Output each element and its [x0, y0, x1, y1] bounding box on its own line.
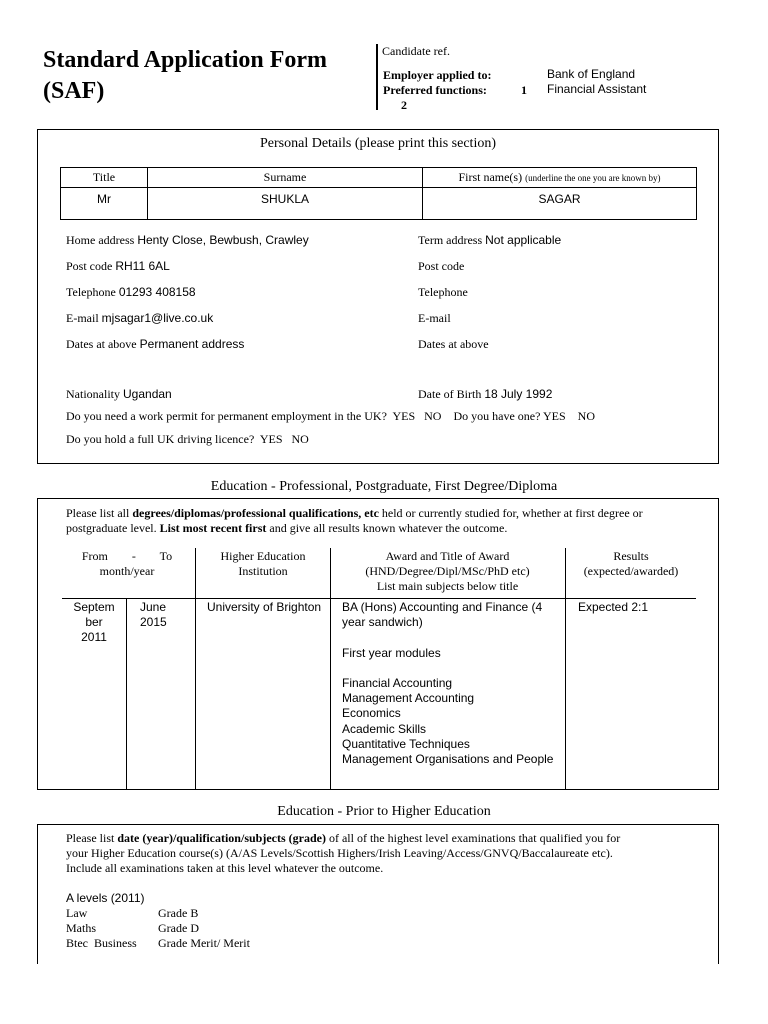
subject-name: Btec Business: [66, 936, 137, 950]
education-column-line-2: [330, 548, 331, 790]
telephone-value: 01293 408158: [118, 285, 196, 299]
intro-text-1: Please list all: [66, 506, 133, 520]
subject-row: [66, 921, 250, 936]
alevel-subjects: [66, 906, 250, 951]
subject-row: [66, 936, 250, 951]
work-permit-question: Do you need a work permit for permanent employment in the UK? YES NO Do you have one? YES NO: [66, 409, 595, 423]
subject-grade: Grade Merit/ Merit: [158, 936, 250, 950]
term-email-label: E-mail: [418, 311, 451, 325]
module-item: Economics: [342, 706, 401, 721]
term-address-label: Term address: [418, 233, 483, 247]
module-item: Management Accounting: [342, 691, 475, 706]
telephone-field: [66, 285, 196, 300]
to-date-line1: June: [140, 600, 167, 614]
nationality-label: Nationality: [66, 387, 120, 401]
nationality-field: [66, 387, 172, 402]
education-column-line-1: [195, 548, 196, 790]
postcode-label: Post code: [66, 259, 113, 273]
prior-intro-text-1: Please list: [66, 831, 118, 845]
award-line2: year sandwich): [342, 615, 423, 629]
postcode-field: [66, 259, 170, 274]
education-higher-intro: [66, 506, 706, 536]
from-date-line2: ber: [85, 615, 103, 629]
employer-label: Employer applied to:: [383, 68, 492, 82]
dates-label: Dates at above: [66, 337, 137, 351]
name-table: [60, 167, 697, 220]
education-table-divider: [62, 598, 696, 599]
institution-header-line2: Institution: [238, 564, 288, 578]
dates-value: Permanent address: [139, 337, 245, 351]
modules-heading: First year modules: [342, 646, 441, 660]
subject-name: Law: [66, 906, 88, 920]
dob-value: 18 July 1992: [484, 387, 553, 401]
results-header-line1: Results: [613, 549, 649, 563]
form-title: Standard Application Form: [43, 47, 328, 73]
surname-value: SHUKLA: [148, 188, 423, 220]
term-address-field: [418, 233, 561, 248]
function-1-number: 1: [521, 83, 527, 97]
intro-text-4: and give all results known whatever the outcome.: [266, 521, 508, 535]
nationality-value: Ugandan: [123, 387, 172, 401]
education-column-line-3: [565, 548, 566, 790]
employer-value: Bank of England: [547, 67, 636, 81]
modules-list: [342, 676, 553, 767]
term-telephone-label: Telephone: [418, 285, 468, 299]
driving-licence-question: Do you hold a full UK driving licence? YES NO: [66, 432, 309, 446]
from-date-line1: Septem: [73, 600, 115, 614]
from-to-header-line2: month/year: [99, 564, 155, 578]
education-prior-heading: Education - Prior to Higher Education: [277, 804, 491, 819]
telephone-label: Telephone: [66, 285, 116, 299]
intro-bold-1: degrees/diplomas/professional qualifications, etc: [132, 506, 379, 520]
header-divider: [376, 44, 378, 110]
prior-intro-text-4: Include all examinations taken at this level whatever the outcome.: [66, 861, 384, 875]
from-date: [62, 600, 126, 645]
title-value: Mr: [61, 188, 148, 220]
function-1-value: Financial Assistant: [547, 82, 647, 96]
subject-name: Maths: [66, 921, 96, 935]
education-prior-intro: [66, 831, 706, 876]
subject-grade: Grade B: [158, 906, 199, 920]
title-header: Title: [61, 168, 148, 188]
first-name-header-note: (underline the one you are known by): [525, 173, 661, 183]
home-address-label: Home address: [66, 233, 135, 247]
subject-row: [66, 906, 250, 921]
intro-bold-2: List most recent first: [159, 521, 267, 535]
home-address-field: [66, 233, 309, 248]
postcode-value: RH11 6AL: [115, 259, 170, 273]
term-postcode-label: Post code: [418, 259, 465, 273]
prior-intro-bold: date (year)/qualification/subjects (grade): [117, 831, 326, 845]
award-header: [331, 549, 564, 594]
results-header-line2: (expected/awarded): [583, 564, 679, 578]
module-item: Management Organisations and People: [342, 752, 554, 767]
form-subtitle: (SAF): [43, 78, 105, 104]
email-value: mjsagar1@live.co.uk: [101, 311, 214, 325]
to-date: [140, 600, 167, 630]
award-header-line2: (HND/Degree/Dipl/MSc/PhD etc): [365, 564, 530, 578]
from-to-header: [62, 549, 192, 579]
function-2-number: 2: [401, 98, 407, 112]
intro-text-2: held or currently studied for, whether at first degree or: [378, 506, 643, 520]
home-address-value: Henty Close, Bewbush, Crawley: [137, 233, 309, 247]
module-item: Quantitative Techniques: [342, 736, 470, 751]
module-item: Academic Skills: [342, 721, 427, 736]
dates-field: [66, 337, 244, 352]
first-name-value: SAGAR: [423, 188, 697, 220]
dob-field: [418, 387, 552, 402]
education-column-line-0: [126, 598, 127, 790]
award-header-line3: List main subjects below title: [376, 579, 519, 593]
email-label: E-mail: [66, 311, 99, 325]
term-dates-label: Dates at above: [418, 337, 489, 351]
award-header-line1: Award and Title of Award: [385, 549, 510, 563]
institution-value: University of Brighton: [207, 600, 322, 614]
results-header: [566, 549, 696, 579]
from-to-header-line1: From - To: [81, 549, 173, 563]
functions-label: Preferred functions:: [383, 83, 487, 97]
candidate-ref-label: Candidate ref.: [382, 44, 450, 58]
institution-header: [196, 549, 330, 579]
subject-grade: Grade D: [158, 921, 199, 935]
prior-intro-text-2: of all of the highest level examinations that qualified you for: [325, 831, 621, 845]
intro-text-3: postgraduate level.: [66, 521, 160, 535]
to-date-line2: 2015: [140, 615, 167, 629]
award-line1: BA (Hons) Accounting and Finance (4: [342, 600, 543, 614]
first-name-header-label: First name(s): [458, 170, 523, 184]
first-name-header: [423, 168, 697, 188]
surname-header: Surname: [148, 168, 423, 188]
prior-intro-text-3: your Higher Education course(s) (A/AS Levels/Scottish Highers/Irish Leaving/Access/GNVQ/Baccalaureate etc).: [66, 846, 613, 860]
education-higher-heading: Education - Professional, Postgraduate, First Degree/Diploma: [210, 479, 558, 494]
result-value: Expected 2:1: [578, 600, 649, 614]
dob-label: Date of Birth: [418, 387, 482, 401]
institution-header-line1: Higher Education: [220, 549, 306, 563]
award-value: [342, 600, 542, 630]
email-field: [66, 311, 213, 326]
term-address-value: Not applicable: [485, 233, 562, 247]
from-date-line3: 2011: [81, 630, 107, 644]
personal-details-heading: Personal Details (please print this section): [260, 136, 496, 151]
alevels-heading: A levels (2011): [66, 891, 145, 905]
module-item: Financial Accounting: [342, 676, 453, 690]
